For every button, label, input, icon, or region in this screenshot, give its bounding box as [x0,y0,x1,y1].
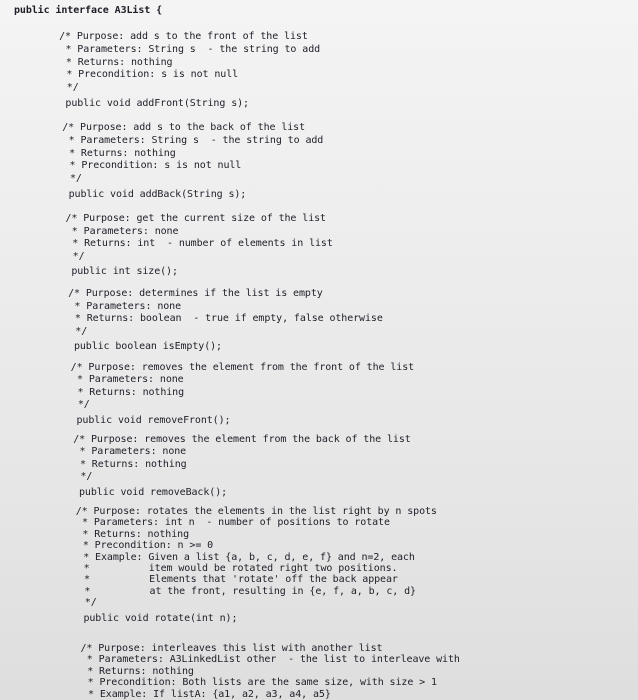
comment-line: * Parameters: int n - number of positions to rotate [76,517,390,529]
method-signature: public void rotate(int n); [83,612,238,624]
comment-line: * Precondition: n >= 0 [76,540,214,552]
comment-line: * Returns: nothing [71,386,185,398]
comment-line: * Parameters: A3LinkedList other - the list to interleave with [80,654,460,666]
comment-line: * Parameters: none [65,225,179,237]
comment-line: /* Purpose: add s to the front of the list [59,31,308,42]
comment-line: * Precondition: Both lists are the same size, with size > 1 [81,677,437,689]
comment-line: * Parameters: none [73,446,187,458]
method-signature: public void addFront(String s); [65,98,249,109]
comment-line: * Parameters: none [71,374,184,386]
interface-header: public interface A3List { [14,5,163,16]
comment-line: /* Purpose: removes the element from the back of the list [73,434,411,445]
comment-line: * Returns: nothing [59,56,173,68]
comment-line: * Parameters: String s - the string to add [62,134,324,146]
comment-line: * Returns: boolean - true if empty, false otherwise [68,313,383,325]
comment-line: * Precondition: s is not null [63,160,242,172]
comment-line: */ [71,399,90,411]
method-signature: public void removeBack(); [79,486,228,498]
comment-line: */ [66,250,85,262]
comment-line: * Precondition: s is not null [60,69,239,81]
comment-line: /* Purpose: get the current size of the list [65,213,326,224]
comment-line: * Parameters: String s - the string to add [59,43,321,55]
comment-line: * Returns: nothing [63,147,176,159]
comment-line: * Returns: nothing [76,528,189,540]
comment-line: */ [69,325,88,337]
method-signature: public boolean isEmpty(); [73,341,222,353]
comment-line: /* Purpose: determines if the list is empty [68,288,323,299]
comment-line: */ [64,173,82,185]
comment-line: * Example: If listA: {a1, a2, a3, a4, a5} [82,688,331,700]
comment-line: * Example: Given a list {a, b, c, d, e, f} and n=2, each [77,551,415,563]
comment-line: * Parameters: none [68,300,182,312]
comment-line: * Returns: int - number of elements in list [66,238,333,250]
comment-line: * item would be rotated right two positions. [77,563,398,574]
comment-line: * at the front, resulting in {e, f, a, b, c, d} [78,585,416,597]
comment-line: /* Purpose: rotates the elements in the list right by n spots [75,506,437,517]
method-signature: public int size(); [71,266,178,278]
comment-line: * Elements that 'rotate' off the back appear [78,574,398,586]
comment-line: * Returns: nothing [74,458,187,470]
comment-line: */ [78,597,97,609]
comment-line: /* Purpose: removes the element from the front of the list [70,362,415,373]
comment-line: */ [60,82,79,94]
comment-line: /* Purpose: add s to the back of the list [62,122,306,133]
method-signature: public void removeFront(); [76,414,231,426]
comment-line: /* Purpose: interleaves this list with another list [80,643,383,654]
method-signature: public void addBack(String s); [68,189,247,200]
comment-line: * Returns: nothing [81,665,194,677]
comment-line: */ [74,471,93,483]
